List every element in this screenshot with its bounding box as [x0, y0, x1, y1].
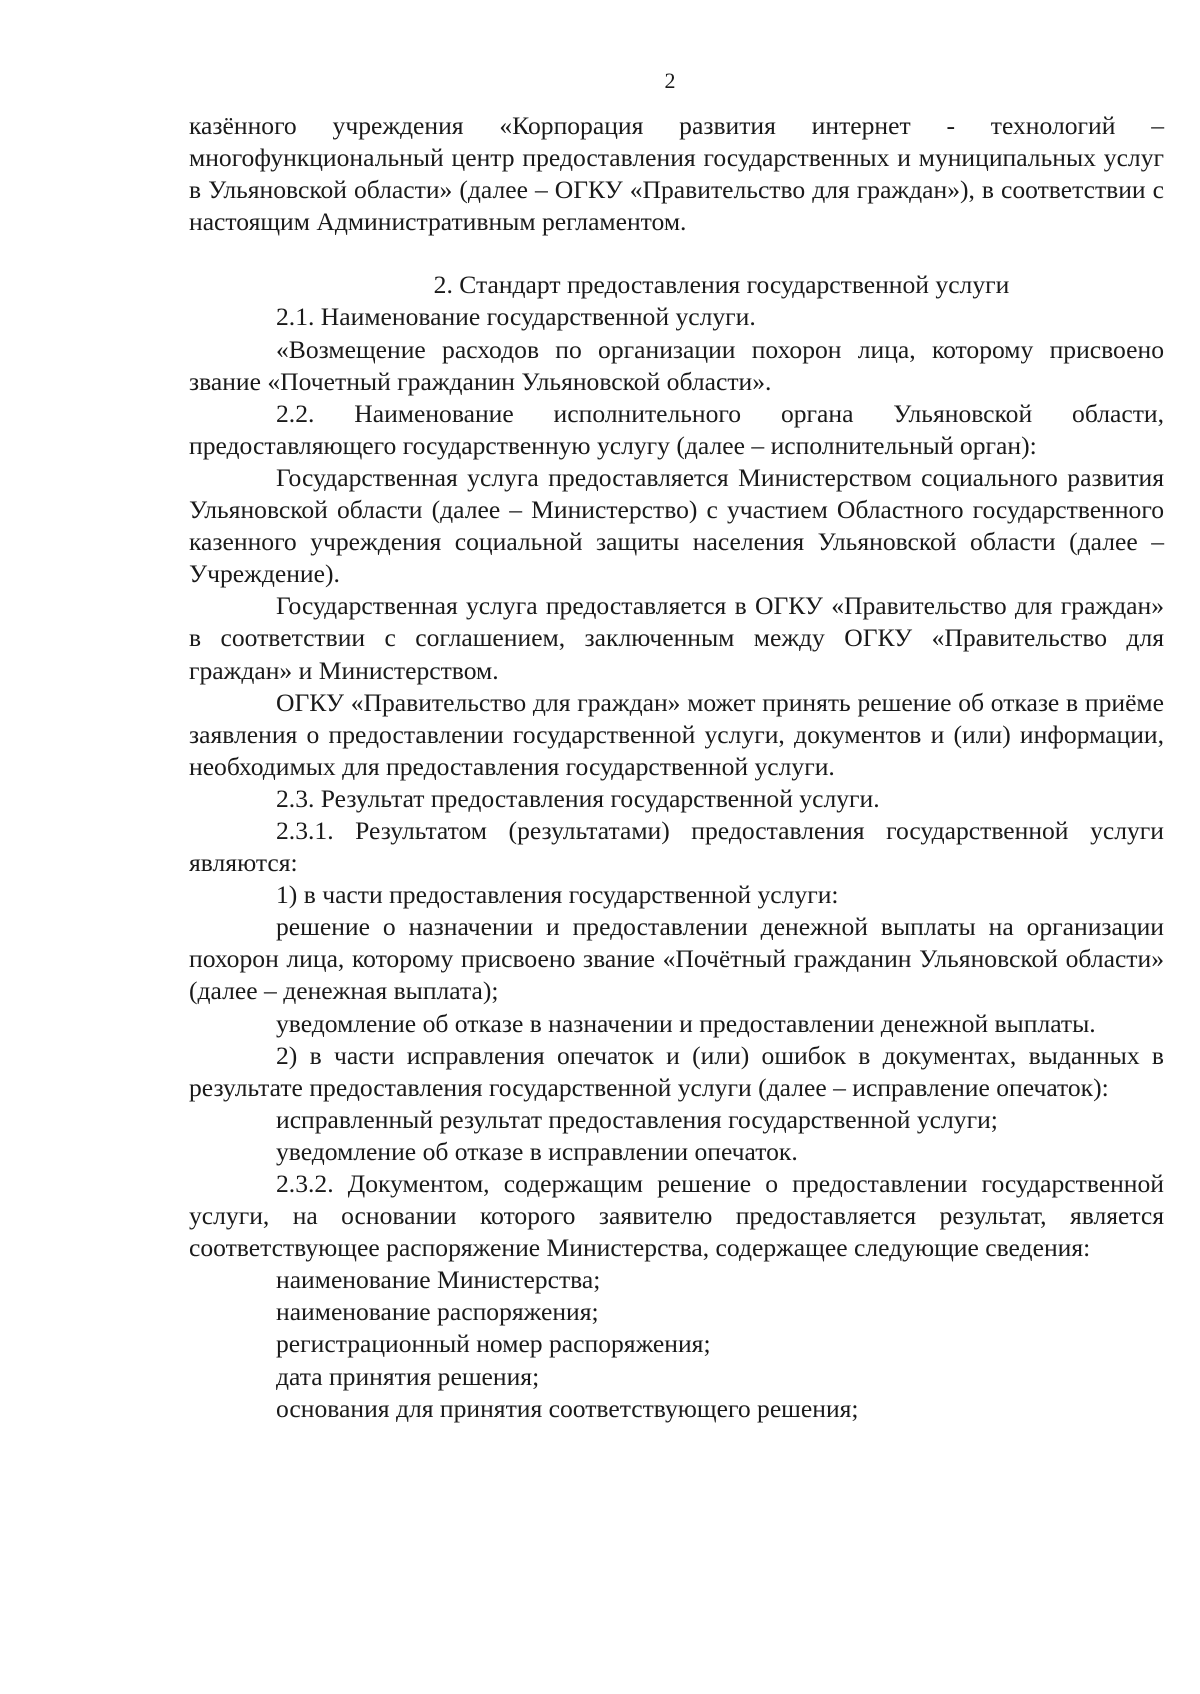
paragraph-service-name: «Возмещение расходов по организации похорон лица, которому присвоено звание «Почетный гражданин Ульяновской области».	[189, 334, 1164, 396]
subsection-heading-2-3: 2.3. Результат предоставления государственной услуги.	[276, 783, 880, 813]
list-line-order-name: наименование распоряжения;	[276, 1297, 599, 1327]
list-line-decision-grounds: основания для принятия соответствующего решения;	[276, 1393, 859, 1423]
section-heading: 2. Стандарт предоставления государственной услуги	[433, 270, 1010, 300]
list-line-correction-refusal: уведомление об отказе в исправлении опечаток.	[276, 1136, 798, 1166]
paragraph-continuation: казённого учреждения «Корпорация развития интернет - технологий – многофункциональный центр предоставления государственных и муниципальных услуг в Ульяновской области» (далее – ОГКУ «Правительство для граждан»), в соответствии с настоящим Административным регламентом.	[189, 111, 1164, 237]
subsection-heading-2-1: 2.1. Наименование государственной услуги.	[276, 302, 756, 332]
list-line-ministry-name: наименование Министерства;	[276, 1265, 601, 1295]
paragraph-refusal-notice: уведомление об отказе в назначении и предоставлении денежной выплаты.	[276, 1008, 1096, 1038]
list-line-corrected-result: исправленный результат предоставления государственной услуги;	[276, 1104, 998, 1134]
paragraph-ogku-refusal: ОГКУ «Правительство для граждан» может принять решение об отказе в приёме заявления о предоставлении государственной услуги, документов и (или) информации, необходимых для предоставления государственной услуги.	[189, 687, 1164, 781]
document-body	[189, 110, 1164, 1425]
list-line-decision-date: дата принятия решения;	[276, 1361, 540, 1391]
page-number: 2	[664, 68, 676, 93]
list-line-registration-number: регистрационный номер распоряжения;	[276, 1329, 711, 1359]
list-item-2: 2) в части исправления опечаток и (или) ошибок в документах, выданных в результате предоставления государственной услуги (далее – исправление опечаток):	[189, 1040, 1164, 1102]
paragraph-ministry: Государственная услуга предоставляется Министерством социального развития Ульяновской области (далее – Министерство) с участием Областного государственного казенного учреждения социальной защиты населения Ульяновской области (далее – Учреждение).	[189, 462, 1164, 589]
paragraph-ogku: Государственная услуга предоставляется в ОГКУ «Правительство для граждан» в соответствии с соглашением, заключенным между ОГКУ «Правительство для граждан» и Министерством.	[189, 591, 1164, 685]
list-item-1: 1) в части предоставления государственной услуги:	[276, 880, 839, 910]
paragraph-decision: решение о назначении и предоставлении денежной выплаты на организации похорон лица, которому присвоено звание «Почётный гражданин Ульяновской области» (далее – денежная выплата);	[189, 912, 1164, 1006]
paragraph-2-3-2: 2.3.2. Документом, содержащим решение о предоставлении государственной услуги, на основании которого заявителю предоставляется результат, является соответствующее распоряжение Министерства, содержащее следующие сведения:	[189, 1169, 1164, 1263]
subsection-heading-2-2: 2.2. Наименование исполнительного органа Ульяновской области, предоставляющего государственную услугу (далее – исполнительный орган):	[189, 398, 1164, 460]
paragraph-2-3-1: 2.3.1. Результатом (результатами) предоставления государственной услуги являются:	[189, 815, 1164, 878]
